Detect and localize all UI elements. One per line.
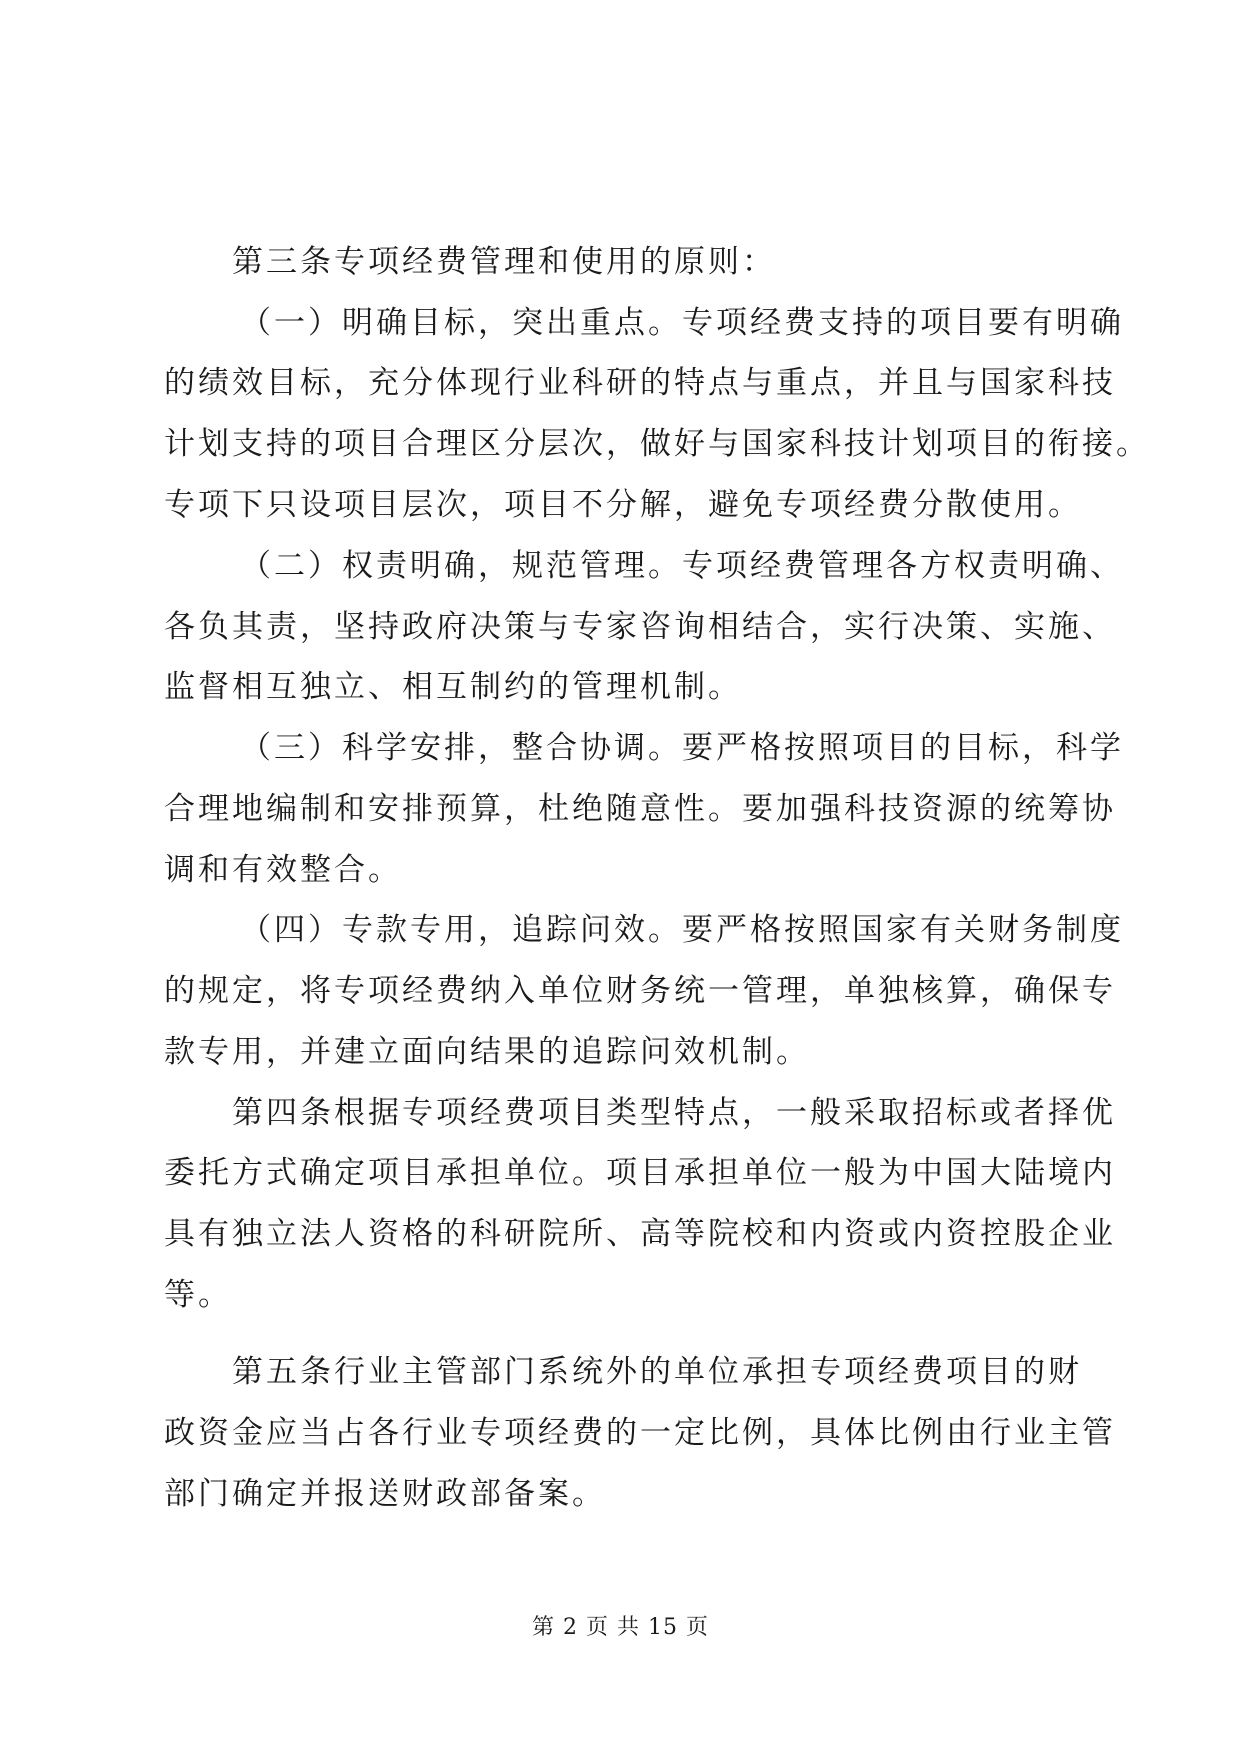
- text-line: （四）专款专用，追踪问效。要严格按照国家有关财务制度: [240, 912, 1124, 948]
- text-line: 等。: [164, 1277, 232, 1313]
- text-line: 的绩效目标，充分体现行业科研的特点与重点，并且与国家科技: [164, 365, 1116, 401]
- text-line: 第五条行业主管部门系统外的单位承担专项经费项目的财: [232, 1354, 1082, 1390]
- text-line: 调和有效整合。: [164, 852, 402, 888]
- text-line: 计划支持的项目合理区分层次，做好与国家科技计划项目的衔接。: [164, 426, 1150, 462]
- text-line: （一）明确目标，突出重点。专项经费支持的项目要有明确: [240, 305, 1124, 341]
- text-line: 具有独立法人资格的科研院所、高等院校和内资或内资控股企业: [164, 1216, 1116, 1252]
- text-line: 监督相互独立、相互制约的管理机制。: [164, 669, 742, 705]
- text-line: 第三条专项经费管理和使用的原则：: [232, 244, 776, 280]
- text-line: 的规定，将专项经费纳入单位财务统一管理，单独核算，确保专: [164, 973, 1116, 1009]
- text-line: （二）权责明确，规范管理。专项经费管理各方权责明确、: [240, 548, 1124, 584]
- text-line: 第四条根据专项经费项目类型特点，一般采取招标或者择优: [232, 1095, 1116, 1131]
- text-line: 各负其责，坚持政府决策与专家咨询相结合，实行决策、实施、: [164, 609, 1116, 645]
- text-line: 委托方式确定项目承担单位。项目承担单位一般为中国大陆境内: [164, 1155, 1116, 1191]
- text-line: 专项下只设项目层次，项目不分解，避免专项经费分散使用。: [164, 487, 1082, 523]
- text-line: 合理地编制和安排预算，杜绝随意性。要加强科技资源的统筹协: [164, 791, 1116, 827]
- text-line: 政资金应当占各行业专项经费的一定比例，具体比例由行业主管: [164, 1415, 1116, 1451]
- text-line: 款专用，并建立面向结果的追踪问效机制。: [164, 1034, 810, 1070]
- page-footer: 第 2 页 共 15 页: [532, 1615, 709, 1640]
- text-line: （三）科学安排，整合协调。要严格按照项目的目标，科学: [240, 730, 1124, 766]
- text-line: 部门确定并报送财政部备案。: [164, 1476, 606, 1512]
